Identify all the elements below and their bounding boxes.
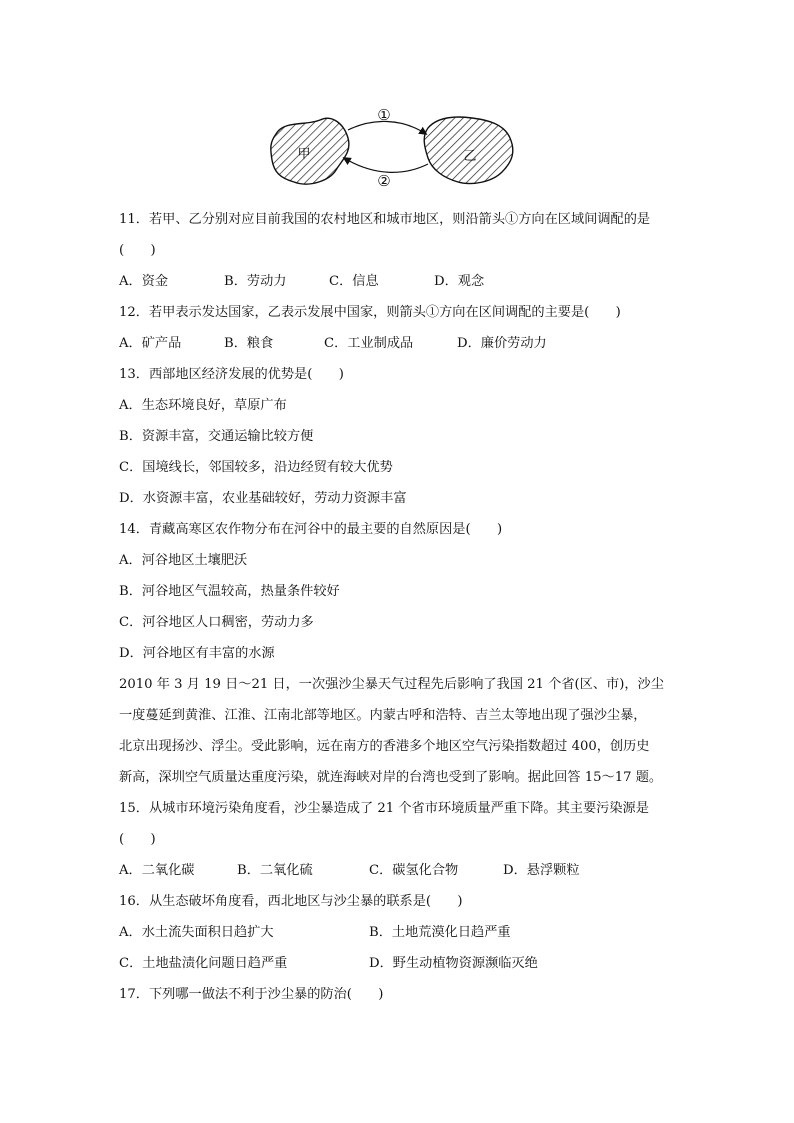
q11-option-d[interactable]: D．观念 [434, 274, 485, 289]
q15-option-a[interactable]: A．二氧化碳 [119, 863, 195, 878]
passage-line-2: 一度蔓延到黄淮、江淮、江南北部等地区。内蒙古呼和浩特、吉兰太等地出现了强沙尘暴， [119, 708, 647, 723]
passage-line-3: 北京出现扬沙、浮尘。受此影响，远在南方的香港多个地区空气污染指数超过 400，创历史 [119, 739, 650, 754]
arrow-2-line [344, 158, 428, 172]
q11-bracket: ( ) [119, 243, 156, 258]
q12-stem: 12．若甲表示发达国家，乙表示发展中国家，则箭头①方向在区间调配的主要是( ) [119, 305, 621, 320]
q13-option-a[interactable]: A．生态环境良好，草原广布 [119, 398, 287, 413]
label-yi: 乙 [463, 149, 477, 164]
q11-option-c[interactable]: C．信息 [329, 274, 379, 289]
q15-option-d[interactable]: D．悬浮颗粒 [503, 863, 580, 878]
passage-line-4: 新高，深圳空气质量达重度污染，就连海峡对岸的台湾也受到了影响。据此回答 15～17 题。 [119, 770, 663, 785]
q11-option-a[interactable]: A．资金 [119, 274, 169, 289]
q12-options [119, 328, 679, 359]
q15-options [119, 855, 679, 886]
region-flow-diagram [262, 98, 524, 194]
q16-options-row-1 [119, 917, 679, 948]
q12-option-a[interactable]: A．矿产品 [119, 336, 182, 351]
arrow-1-label: ① [377, 106, 391, 124]
q13-option-d[interactable]: D．水资源丰富，农业基础较好，劳动力资源丰富 [119, 491, 407, 506]
q16-option-b[interactable]: B．土地荒漠化日趋严重 [369, 925, 511, 940]
q16-option-c[interactable]: C．土地盐渍化问题日趋严重 [119, 956, 288, 971]
q16-option-d[interactable]: D．野生动植物资源濒临灭绝 [369, 956, 538, 971]
q14-option-c[interactable]: C．河谷地区人口稠密，劳动力多 [119, 615, 314, 630]
q15-bracket: ( ) [119, 832, 156, 847]
region-flow-svg [262, 98, 524, 194]
q13-option-c[interactable]: C．国境线长，邻国较多，沿边经贸有较大优势 [119, 460, 393, 475]
question-content [119, 204, 679, 1010]
q15-option-b[interactable]: B．二氧化硫 [237, 863, 313, 878]
q15-option-c[interactable]: C．碳氢化合物 [369, 863, 459, 878]
q12-option-b[interactable]: B．粮食 [224, 336, 274, 351]
q11-options [119, 266, 679, 297]
q13-stem: 13．西部地区经济发展的优势是( ) [119, 367, 344, 382]
q15-stem: 15．从城市环境污染角度看，沙尘暴造成了 21 个省市环境质量严重下降。其主要污染源是 [119, 801, 649, 816]
q14-stem: 14．青藏高寒区农作物分布在河谷中的最主要的自然原因是( ) [119, 522, 503, 537]
q14-option-d[interactable]: D．河谷地区有丰富的水源 [119, 646, 275, 661]
q12-option-d[interactable]: D．廉价劳动力 [457, 336, 547, 351]
q16-option-a[interactable]: A．水土流失面积日趋扩大 [119, 925, 274, 940]
q12-option-c[interactable]: C．工业制成品 [324, 336, 414, 351]
q11-option-b[interactable]: B．劳动力 [224, 274, 287, 289]
q17-stem: 17．下列哪一做法不利于沙尘暴的防治( ) [119, 987, 384, 1002]
q14-option-a[interactable]: A．河谷地区土壤肥沃 [119, 553, 248, 568]
q14-option-b[interactable]: B．河谷地区气温较高，热量条件较好 [119, 584, 340, 599]
q16-stem: 16．从生态破坏角度看，西北地区与沙尘暴的联系是( ) [119, 894, 463, 909]
passage-line-1: 2010 年 3 月 19 日～21 日，一次强沙尘暴天气过程先后影响了我国 21 个省(区、市)，沙尘 [119, 677, 664, 692]
arrow-2-label: ② [377, 172, 391, 190]
label-jia: 甲 [297, 147, 311, 162]
q11-stem: 11．若甲、乙分别对应目前我国的农村地区和城市地区，则沿箭头①方向在区域间调配的是 [119, 212, 651, 227]
q16-options-row-2 [119, 948, 679, 979]
q13-option-b[interactable]: B．资源丰富，交通运输比较方便 [119, 429, 314, 444]
